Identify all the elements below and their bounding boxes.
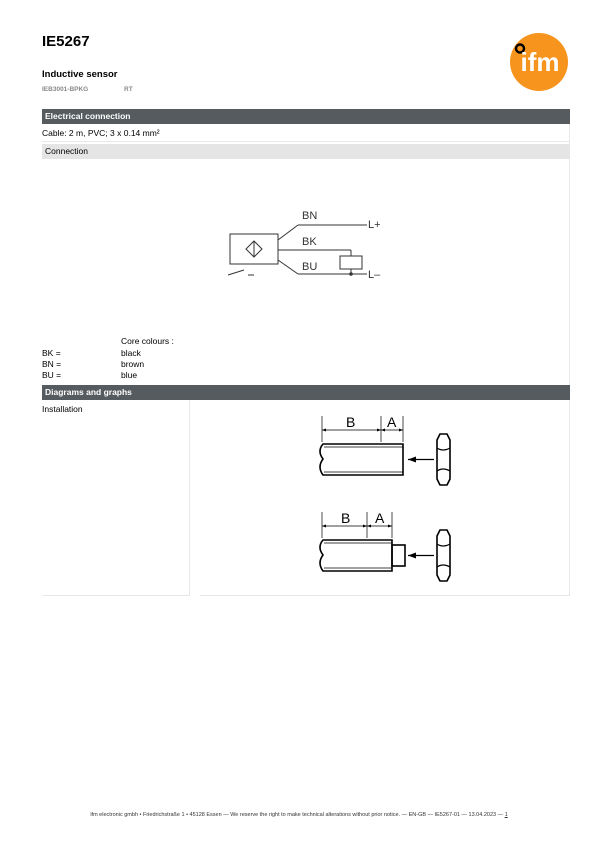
article-suffix: RT: [124, 86, 133, 93]
page-number[interactable]: 1: [504, 812, 508, 818]
installation-drawing-nonflush: [310, 508, 460, 588]
dimension-a: A: [387, 414, 397, 430]
installation-drawing-flush: [310, 412, 460, 492]
section-electrical-connection: Electrical connection: [42, 109, 570, 124]
footer-text: ifm electronic gmbh • Friedrichstraße 1 • 45128 Essen — We reserve the right to make technical alterations without prior notice. — EN-GB — IE5267-01 — 13.04.2023 —: [90, 812, 504, 818]
article-number: IEB3001-BPKG: [42, 86, 89, 93]
divider: [569, 124, 570, 144]
switch-symbol: [228, 270, 244, 275]
core-code: BK =: [42, 348, 61, 358]
page-footer: [0, 812, 598, 818]
divider: [569, 400, 570, 596]
dimension-a: A: [375, 510, 385, 526]
divider: [200, 595, 570, 596]
wire-label-bn: BN: [302, 210, 318, 222]
wire-label-bk: BK: [302, 236, 317, 248]
core-code: BN =: [42, 359, 62, 369]
core-colour: black: [121, 348, 141, 358]
core-code: BU =: [42, 370, 62, 380]
core-colour: blue: [121, 370, 138, 380]
divider: [42, 595, 189, 596]
target-nut: [437, 530, 450, 581]
ifm-logo: [510, 33, 568, 91]
divider: [569, 159, 570, 385]
core-colour: brown: [121, 359, 145, 369]
installation-label: Installation: [42, 404, 83, 414]
wire-bn: [278, 225, 298, 240]
wire-bu: [278, 260, 298, 274]
logo-text: ifm: [520, 47, 560, 77]
cable-spec: Cable: 2 m, PVC; 3 x 0.14 mm²: [42, 128, 160, 138]
divider: [42, 141, 570, 142]
dimension-b: B: [341, 510, 351, 526]
load-symbol: [340, 256, 362, 269]
sensor-housing: [320, 540, 392, 571]
connection-label: Connection: [42, 144, 570, 159]
divider: [189, 400, 190, 596]
sensor-cap: [392, 545, 405, 566]
dimension-b: B: [346, 414, 356, 430]
wiring-diagram: [220, 200, 395, 285]
core-colours-heading: Core colours :: [121, 336, 174, 346]
terminal-plus: L+: [368, 219, 381, 231]
terminal-minus: L–: [368, 269, 381, 281]
sensor-housing: [320, 444, 403, 475]
product-code: IE5267: [42, 33, 90, 50]
target-nut: [437, 434, 450, 485]
product-name: Inductive sensor: [42, 69, 118, 80]
wire-label-bu: BU: [302, 261, 318, 273]
section-diagrams-and-graphs: Diagrams and graphs: [42, 385, 570, 400]
